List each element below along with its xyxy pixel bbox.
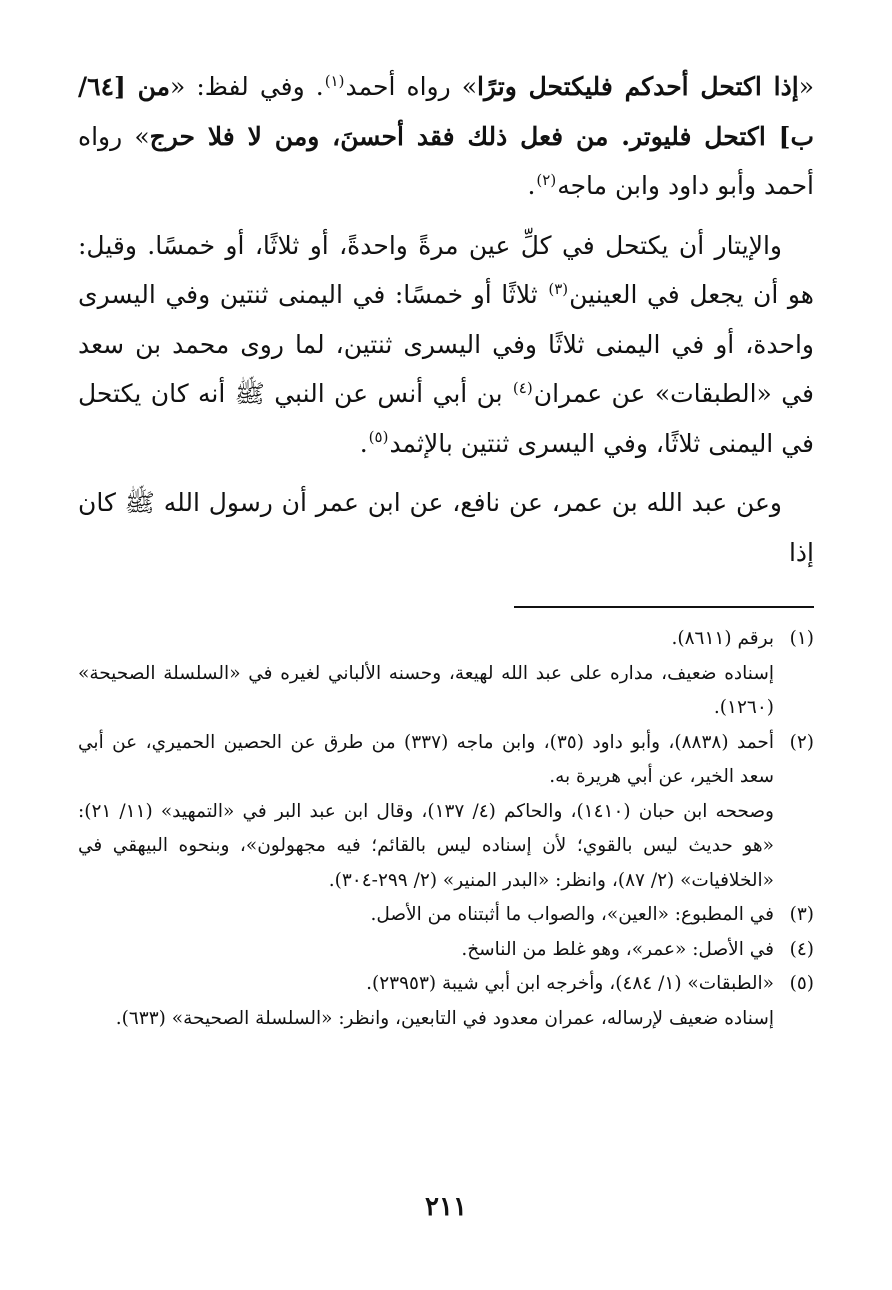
hadith-quote: إذا اكتحل أحدكم فليكتحل وترًا bbox=[477, 72, 799, 101]
footnote-number: (٥) bbox=[789, 973, 814, 994]
footnote-text: برقم (٨٦١١). bbox=[671, 628, 774, 649]
text-segment: ثلاثًا أو خمسًا: في اليمنى ثنتين وفي اليسرى واحدة، أو في اليمنى ثلاثًا وفي اليسرى ثنتين، لما روى محمد بن سعد في «الطبقات» عن عمران bbox=[78, 280, 814, 408]
hadith-quote: من [٦٤/ ب] اكتحل فليوتر. من فعل ذلك فقد أحسنَ، ومن لا فلا حرج bbox=[78, 72, 815, 151]
text-segment: بن أبي أنس عن النبي ﷺ أنه كان يكتحل في اليمنى ثلاثًا، وفي اليسرى ثنتين بالإثمد bbox=[78, 379, 814, 458]
text-segment: . bbox=[359, 428, 368, 458]
footnote-marker: (٢) bbox=[536, 170, 557, 189]
footnote-marker: (٤) bbox=[512, 378, 533, 397]
page-number: ٢١١ bbox=[425, 1192, 467, 1222]
footnote-4 bbox=[78, 933, 814, 968]
text-segment: « bbox=[798, 72, 814, 101]
text-segment: » رواه أحمد وأبو داود وابن ماجه bbox=[78, 121, 814, 200]
text-segment: . وفي لفظ: « bbox=[170, 72, 324, 101]
text-segment: . bbox=[527, 171, 536, 200]
text-segment: والإيتار أن يكتحل في كلِّ عين مرةً واحدةً، أو ثلاثًا، أو خمسًا. وقيل: هو أن يجعل في العينين bbox=[78, 230, 814, 309]
text-segment: » رواه أحمد bbox=[345, 72, 478, 101]
footnote-1 bbox=[78, 622, 814, 657]
footnotes bbox=[78, 622, 814, 1036]
footnote-text: أحمد (٨٨٣٨)، وأبو داود (٣٥)، وابن ماجه (٣٣٧) من طرق عن الحصين الحميري، عن أبي سعد الخير، عن أبي هريرة به. bbox=[78, 731, 774, 787]
paragraph-3 bbox=[78, 478, 814, 577]
text-segment: وعن عبد الله بن عمر، عن نافع، عن ابن عمر أن رسول الله ﷺ كان إذا bbox=[78, 488, 814, 567]
paragraph-1 bbox=[78, 62, 814, 211]
footnote-2 bbox=[78, 726, 814, 795]
main-text bbox=[78, 62, 814, 577]
footnote-text: في المطبوع: «العين»، والصواب ما أثبتناه من الأصل. bbox=[370, 904, 774, 925]
book-page bbox=[78, 62, 814, 1242]
footnote-text: في الأصل: «عمر»، وهو غلط من الناسخ. bbox=[461, 938, 774, 960]
footnote-5 bbox=[78, 967, 814, 1002]
footnote-text: «الطبقات» (١/ ٤٨٤)، وأخرجه ابن أبي شيبة (٢٣٩٥٣). bbox=[366, 973, 774, 994]
footnote-marker: (٣) bbox=[548, 279, 569, 298]
footnote-continuation: وصححه ابن حبان (١٤١٠)، والحاكم (٤/ ١٣٧)، وقال ابن عبد البر في «التمهيد» (١١/ ٢١): «هو حديث ليس بالقوي؛ لأن إسناده ليس بالقائم؛ فيه مجهولون»، وبنحوه البيهقي في «الخلافيات» (٢/ ٨٧)، وانظر: «البدر المنير» (٢/ ٢٩٩-٣٠٤). bbox=[78, 800, 774, 891]
footnote-number: (٢) bbox=[789, 731, 814, 753]
footnote-separator bbox=[514, 606, 814, 608]
footnote-number: (٤) bbox=[789, 938, 814, 960]
footnote-marker: (١) bbox=[324, 71, 345, 90]
footnote-number: (٣) bbox=[789, 904, 814, 925]
footnote-number: (١) bbox=[789, 628, 814, 649]
footnote-continuation: إسناده ضعيف لإرساله، عمران معدود في التابعين، وانظر: «السلسلة الصحيحة» (٦٣٣). bbox=[115, 1007, 774, 1029]
footnote-continuation: إسناده ضعيف، مداره على عبد الله لهيعة، وحسنه الألباني لغيره في «السلسلة الصحيحة» (١٢٦٠). bbox=[78, 662, 774, 718]
footnote-3 bbox=[78, 898, 814, 933]
paragraph-2 bbox=[78, 221, 814, 469]
footnote-marker: (٥) bbox=[368, 428, 389, 447]
